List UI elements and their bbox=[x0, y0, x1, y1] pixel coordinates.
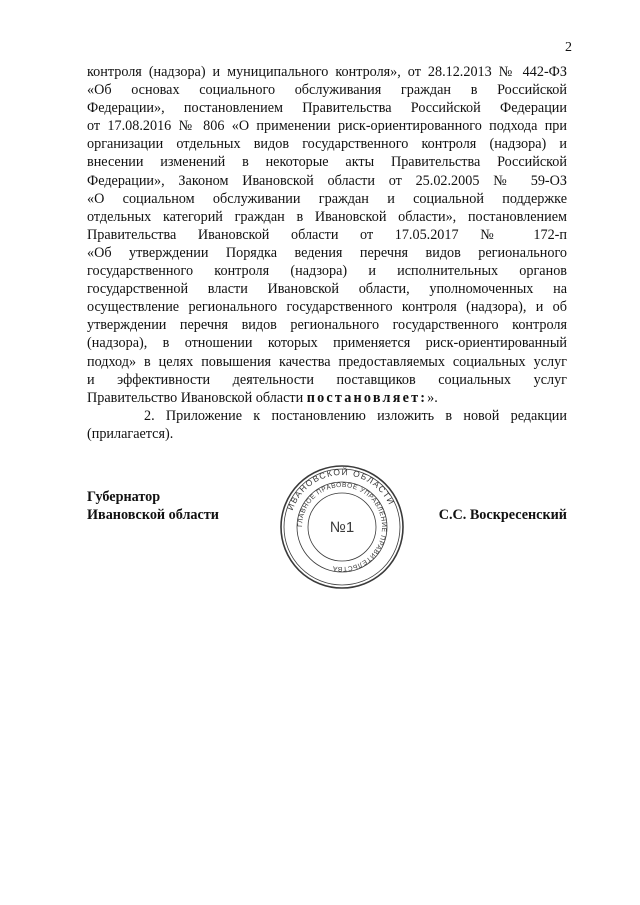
seal-number: №1 bbox=[329, 519, 355, 536]
signatory-name: С.С. Воскресенский bbox=[438, 507, 567, 523]
paragraph-line: Федерации», Законом Ивановской области от 25.02.2005 № 59-ОЗ bbox=[87, 172, 567, 189]
paragraph-line: (надзора), в отношении которых применяется риск-ориентированный bbox=[87, 335, 567, 352]
paragraph-line: внесении изменений в некоторые акты Правительства Российской bbox=[87, 154, 567, 171]
paragraph-line: осуществление регионального государственного контроля (надзора), и об bbox=[87, 299, 567, 316]
paragraph-line: «О социальном обслуживании граждан и социальной поддержке bbox=[87, 190, 567, 207]
paragraph-line: подход» в целях повышения качества предоставляемых социальных услуг bbox=[87, 353, 567, 370]
paragraph-line: отдельных категорий граждан в Ивановской области», постановлением bbox=[87, 208, 567, 225]
paragraph-line: государственного контроля (надзора) и исполнительных органов bbox=[87, 263, 567, 280]
paragraph-last-line bbox=[87, 389, 567, 407]
paragraph-line: и эффективности деятельности поставщиков социальных услуг bbox=[87, 371, 567, 388]
paragraph-line: контроля (надзора) и муниципального контроля», от 28.12.2013 № 442-ФЗ bbox=[87, 64, 567, 80]
paragraph-line: «Об основах социального обслуживания граждан в Российской bbox=[87, 82, 567, 99]
decree-line-prefix: Правительство Ивановской области bbox=[87, 389, 307, 406]
paragraph2-line: (прилагается). bbox=[87, 425, 174, 442]
signatory-title-line: Ивановской области bbox=[87, 507, 219, 523]
body-text bbox=[87, 63, 567, 443]
paragraph-line: государственной власти Ивановской области, уполномоченных на bbox=[87, 281, 567, 298]
decree-line-suffix: ». bbox=[427, 389, 438, 406]
signatory-title bbox=[87, 488, 219, 524]
signatory-title-line: Губернатор bbox=[87, 489, 161, 505]
paragraph-line: «Об утверждении Порядка ведения перечня видов регионального bbox=[87, 244, 567, 261]
paragraph-line: организации отдельных видов государственного контроля (надзора) и bbox=[87, 136, 567, 153]
page-number: 2 bbox=[565, 40, 572, 55]
paragraph-line: Правительства Ивановской области от 17.05.2017 № 172-п bbox=[87, 226, 567, 243]
paragraph2-line: 2. Приложение к постановлению изложить в новой редакции bbox=[144, 407, 567, 424]
seal-outer-textpath: ИВАНОВСКОЙ ОБЛАСТИ bbox=[285, 466, 397, 512]
decree-word: постановляет: bbox=[306, 389, 428, 406]
official-seal bbox=[277, 462, 407, 592]
seal-inner-textpath: ГЛАВНОЕ ПРАВОВОЕ УПРАВЛЕНИЕ ПРАВИТЕЛЬСТВА bbox=[296, 481, 388, 573]
paragraph-line: утверждении перечня видов регионального государственного контроля bbox=[87, 317, 567, 334]
paragraph-line: Федерации», постановлением Правительства Российской Федерации bbox=[87, 100, 567, 117]
paragraph-line: от 17.08.2016 № 806 «О применении риск-ориентированного подхода при bbox=[87, 118, 567, 135]
